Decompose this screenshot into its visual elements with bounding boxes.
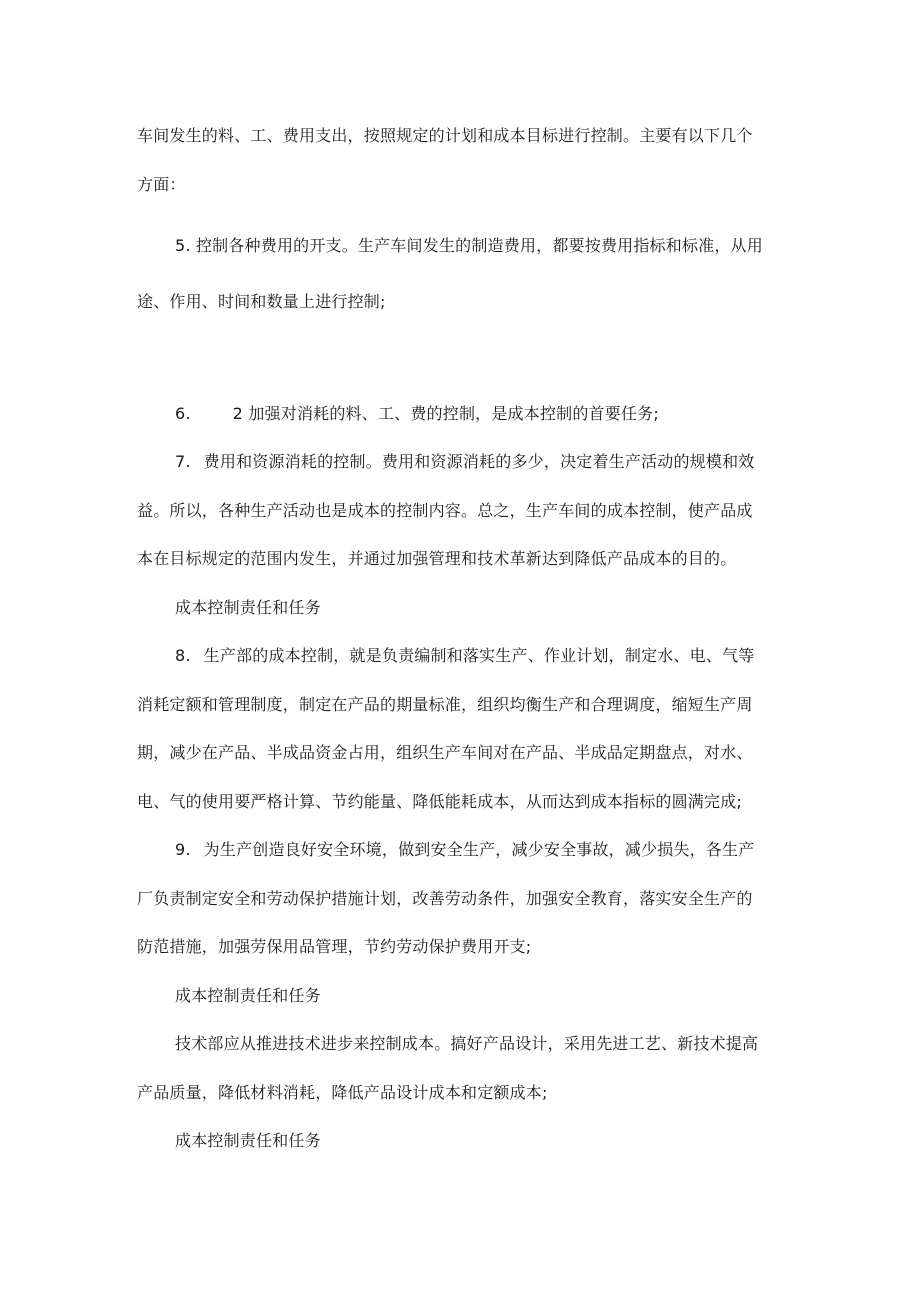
item8-line-1: 生产部的成本控制，就是负责编制和落实生产、作业计划，制定水、电、气等: [203, 646, 755, 665]
item5-line-2: 途、作用、时间和数量上进行控制;: [137, 292, 386, 311]
item9-line-3: 防范措施，加强劳保用品管理，节约劳动保护费用开支;: [137, 937, 532, 956]
item6: [175, 404, 659, 424]
intro-line-1: 车间发生的料、工、费用支出，按照规定的计划和成本目标进行控制。主要有以下几个: [137, 126, 753, 145]
section-heading-2: 成本控制责任和任务: [175, 986, 321, 1005]
tech-line-1: 技术部应从推进技术进步来控制成本。搞好产品设计，采用先进工艺、新技术提高: [175, 1034, 759, 1053]
intro-line-2: 方面：: [137, 175, 186, 194]
tech-line-2: 产品质量，降低材料消耗，降低产品设计成本和定额成本;: [137, 1083, 548, 1102]
item8-number: 8.: [175, 646, 191, 665]
item8-line-2: 消耗定额和管理制度，制定在产品的期量标准，组织均衡生产和合理调度，缩短生产周: [137, 695, 753, 714]
item8-line-3: 期，减少在产品、半成品资金占用，组织生产车间对在产品、半成品定期盘点，对水、: [137, 743, 753, 762]
item7-number: 7.: [175, 452, 191, 471]
item9-number: 9.: [175, 840, 191, 859]
item8-line-4: 电、气的使用要严格计算、节约能量、降低能耗成本，从而达到成本指标的圆满完成;: [137, 792, 742, 811]
item5-line-1: 5. 控制各种费用的开支。生产车间发生的制造费用，都要按费用指标和标准，从用: [175, 236, 763, 255]
section-heading-1: 成本控制责任和任务: [175, 598, 321, 617]
item7-line-3: 本在目标规定的范围内发生，并通过加强管理和技术革新达到降低产品成本的目的。: [137, 549, 737, 568]
item7-line-1: 费用和资源消耗的控制。费用和资源消耗的多少，决定着生产活动的规模和效: [203, 452, 755, 471]
item7-line-2: 益。所以，各种生产活动也是成本的控制内容。总之，生产车间的成本控制，使产品成: [137, 501, 753, 520]
item6-text: 2 加强对消耗的料、工、费的控制，是成本控制的首要任务;: [232, 404, 659, 423]
item9-line-1: 为生产创造良好安全环境，做到安全生产，减少安全事故，减少损失，各生产: [203, 840, 755, 859]
item7-line-1-row: [175, 452, 754, 472]
item6-number: 6.: [175, 404, 191, 423]
item8-line-1-row: [175, 646, 754, 666]
section-heading-3: 成本控制责任和任务: [175, 1131, 321, 1150]
item9-line-2: 厂负责制定安全和劳动保护措施计划，改善劳动条件，加强安全教育，落实安全生产的: [137, 889, 753, 908]
item9-line-1-row: [175, 840, 754, 860]
